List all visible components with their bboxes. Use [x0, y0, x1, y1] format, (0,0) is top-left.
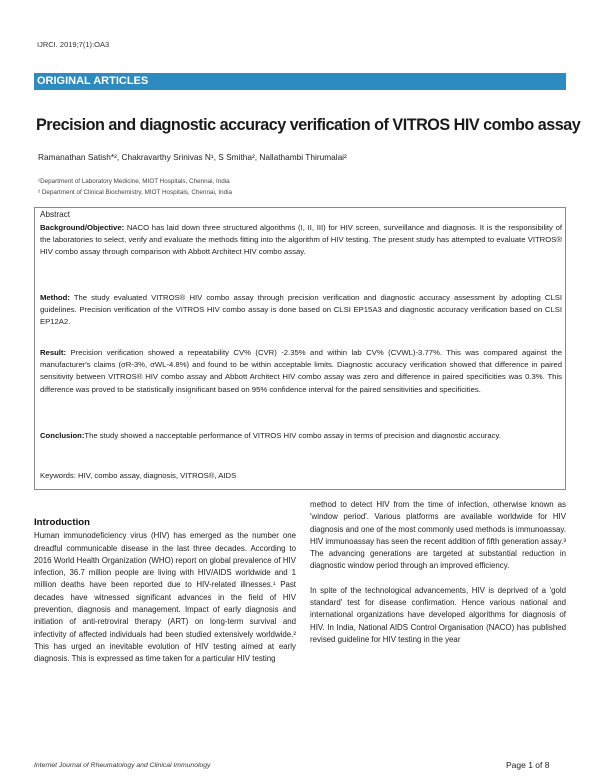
abstract-conclusion	[40, 430, 562, 442]
author-list: Ramanathan Satish*², Chakravarthy Srinivas N¹, S Smitha², Nallathambi Thirumalai²	[38, 152, 347, 162]
keywords: Keywords: HIV, combo assay, diagnosis, VITROS®, AIDS	[40, 471, 237, 480]
left-column	[34, 517, 296, 666]
abstract-background	[40, 222, 562, 259]
right-column	[310, 499, 566, 646]
result-text: Precision verification showed a repeatability CV% (CVR) -2.35% and within lab CV% (CVWL)-3.77%. This was compared against the manufacturer's claims (σR-3%, σWL-4.8%) and found to be within acceptable limits. Diagnostic accuracy verification showed that difference in paired sensitivity between VITROS® HIV combo assay and Abbott Architect HIV combo assay was zero and difference in paired specificities was 0.3%. This difference was proved to be statistically insignificant based on 95% confidence interval for the paired sensitivities and specificities.	[40, 348, 562, 394]
method-label: Method:	[40, 293, 70, 302]
abstract-result	[40, 347, 562, 396]
body-paragraph-2: In spite of the technological advancements, HIV is deprived of a 'gold standard' test for disease confirmation. Hence various national and international organizations have developed algorithms for diagnosis of HIV. In India, National AIDS Control Organisation (NACO) has published revised guideline for HIV testing in the year	[310, 585, 566, 644]
page-number: Page 1 of 8	[506, 760, 550, 770]
footer-journal-name: Internet Journal of Rheumatology and Clinical Immunology	[34, 762, 211, 769]
introduction-heading: Introduction	[34, 517, 90, 528]
body-paragraph-1: method to detect HIV from the time of infection, otherwise known as 'window period'. Various platforms are available worldwide for HIV diagnosis and one of the most commonly used methods is immunoassay. HIV immunoassay has seen the recent addition of fifth generation assay.³ The advancing generations are targeted at substantial reduction in diagnostic window period through an improved efficiency.	[310, 500, 566, 571]
affiliation-2: ² Department of Clinical Biochemistry, MIOT Hospitals, Chennai, India	[38, 189, 232, 196]
abstract-method	[40, 292, 562, 329]
section-label: ORIGINAL ARTICLES	[34, 73, 566, 90]
conclusion-text: The study showed a nacceptable performance of VITROS HIV combo assay in terms of precision and diagnostic accuracy.	[84, 431, 501, 440]
affiliation-1: ¹Department of Laboratory Medicine, MIOT Hospitals, Chennai, India	[38, 178, 230, 185]
result-label: Result:	[40, 348, 67, 357]
citation: IJRCI. 2019;7(1):OA3	[37, 40, 110, 49]
method-text: The study evaluated VITROS® HIV combo assay through precision verification and diagnostic accuracy assessment by adopting CLSI guidelines. Precision verification of the VITROS HIV combo assay is done based on CLSI EP15A3 and diagnostic accuracy verification based on CLSI EP12A2.	[40, 293, 562, 327]
article-title: Precision and diagnostic accuracy verification of VITROS HIV combo assay	[36, 116, 581, 134]
background-label: Background/Objective:	[40, 223, 125, 232]
conclusion-label: Conclusion:	[40, 431, 85, 440]
background-text: NACO has laid down three structured algorithms (I, II, III) for HIV screen, surveillance and diagnosis. It is the responsibility of the laboratories to select, verify and evaluate the methods fitting into the algorithm of HIV testing. The present study has attempted to evaluate VITROS® HIV combo assay through comparison with Abbott Architect HIV combo assay.	[40, 223, 562, 257]
intro-paragraph: Human immunodeficiency virus (HIV) has emerged as the number one dreadful communicable disease in the last three decades. According to 2016 World Health Organization (WHO) report on global prevalence of HIV infection, 36.7 million people are living with HIV/AIDS worldwide and 1 million deaths have been reported due to HIV-related illnesses.¹ Past decades have witnessed significant advances in the field of HIV prevention, diagnosis and management. Impact of early diagnosis and initiation of anti-retroviral therapy (ART) on long-term survival and infectivity of affected individuals had been studied extensively worldwide.² This has urged an inevitable evolution of HIV testing aimed at early diagnosis. This is expressed as time taken for a particular HIV testing	[34, 531, 296, 664]
abstract-heading: Abstract	[40, 210, 71, 219]
